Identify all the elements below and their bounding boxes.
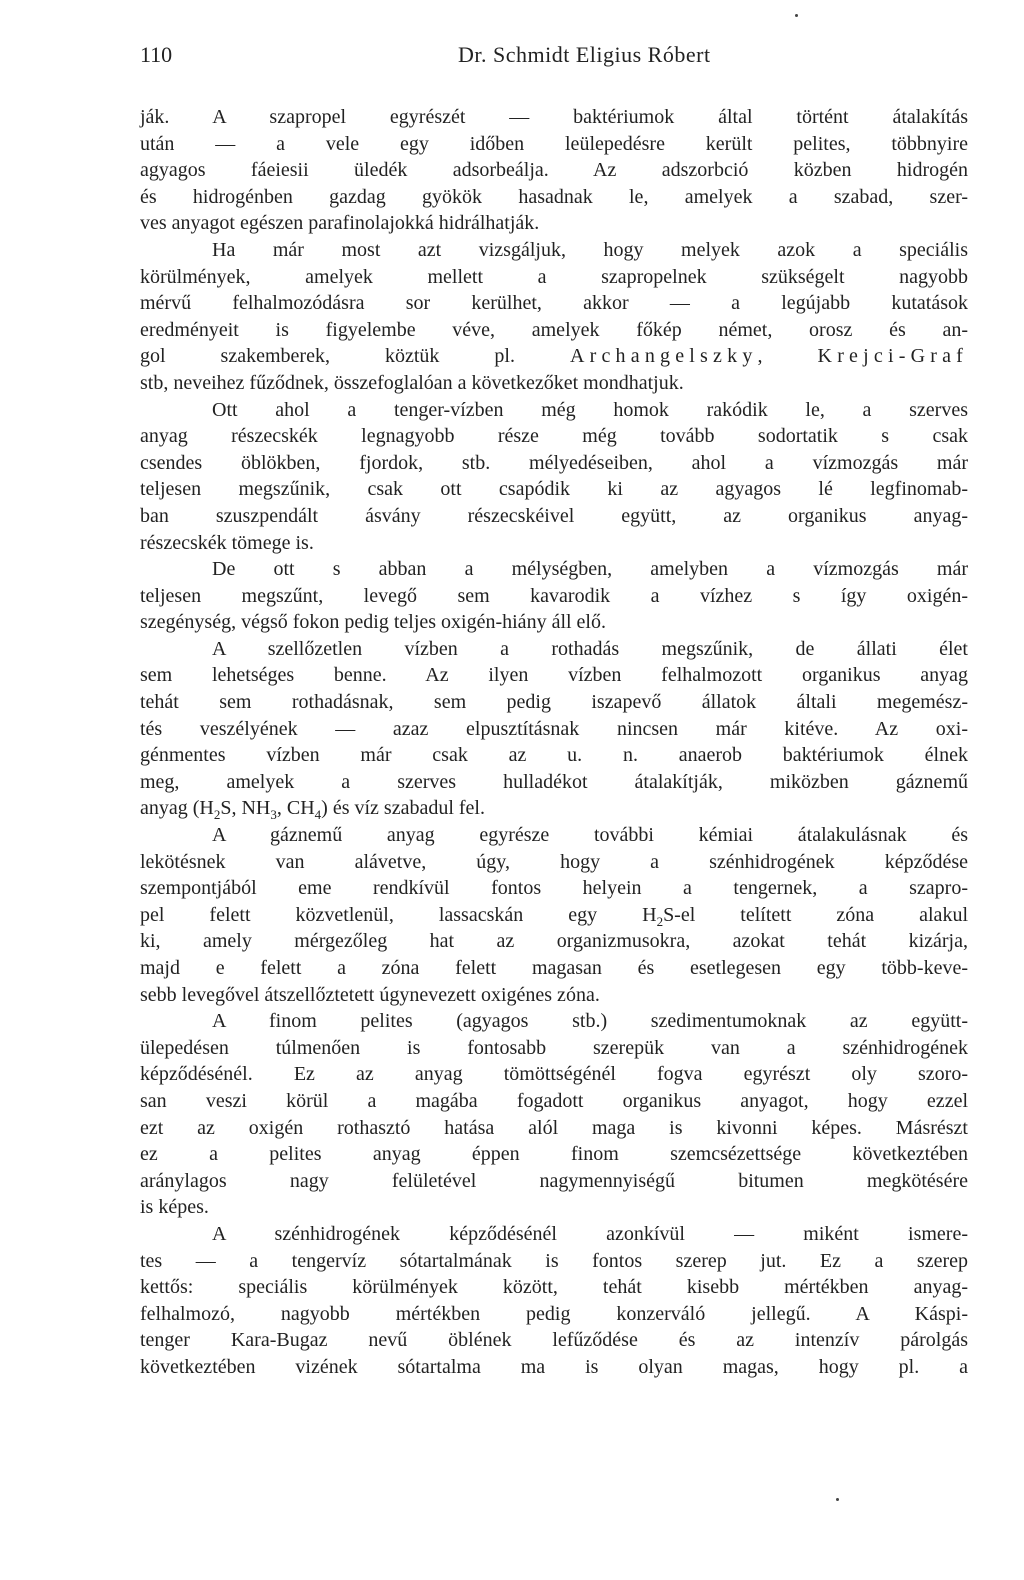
text-line: ban szuszpendált ásvány részecskéivel együtt, az organikus anyag- bbox=[140, 504, 968, 527]
body-text bbox=[140, 104, 968, 1381]
text-line: következtében vizének sótartalma ma is olyan magas, hogy pl. a bbox=[140, 1355, 968, 1378]
text-segment: S-el telített zóna alakul bbox=[663, 903, 968, 926]
text-segment: ) és víz szabadul fel. bbox=[321, 797, 485, 820]
text-line: mérvű felhalmozódásra sor kerülhet, akkor — a legújabb kutatások bbox=[140, 292, 968, 315]
text-line: tes — a tengervíz sótartalmának is fontos szerep jut. Ez a szerep bbox=[140, 1249, 968, 1272]
text-line: után — a vele egy időben leülepedésre került pelites, többnyire bbox=[140, 132, 968, 155]
text-line: Ott ahol a tenger-vízben még homok rakódik le, a szerves bbox=[212, 398, 968, 421]
text-line: szegénység, végső fokon pedig teljes oxigén-hiány áll elő. bbox=[140, 611, 606, 634]
text-line: ez a pelites anyag éppen finom szemcsézettsége következtében bbox=[140, 1143, 968, 1166]
text-line: meg, amelyek a szerves hulladékot átalakítják, miközben gáznemű bbox=[140, 770, 968, 793]
text-line: sebb levegővel átszellőztetett úgynevezett oxigénes zóna. bbox=[140, 983, 600, 1006]
text-segment: gol szakemberek, köztük pl. bbox=[140, 345, 515, 368]
subscript: 4 bbox=[314, 807, 322, 823]
text-line: sem lehetséges benne. Az ilyen vízben felhalmozott organikus anyag bbox=[140, 664, 968, 687]
text-line: majd e felett a zóna felett magasan és esetlegesen egy több-keve- bbox=[140, 957, 968, 979]
text-line bbox=[140, 902, 968, 929]
text-line: tehát sem rothadásnak, sem pedig iszapevő állatok általi megemész- bbox=[140, 691, 968, 714]
text-line: tenger Kara-Bugaz nevű öblének lefűződése és az intenzív párolgás bbox=[140, 1329, 968, 1352]
text-line: lekötésnek van alávetve, úgy, hogy a szénhidrogének képződése bbox=[140, 850, 968, 873]
author-name: Krejci-Graf bbox=[817, 345, 969, 368]
text-line: A finom pelites (agyagos stb.) szedimentumoknak az együtt- bbox=[212, 1010, 968, 1033]
text-line: csendes öblökben, fjordok, stb. mélyedéseiben, ahol a vízmozgás már bbox=[140, 451, 968, 474]
text-line: De ott s abban a mélységben, amelyben a vízmozgás már bbox=[212, 558, 968, 581]
text-line: teljesen megszűnik, csak ott csapódik ki az agyagos lé legfinomab- bbox=[140, 478, 968, 501]
text-line: ják. A szapropel egyrészét — baktériumok által történt átalakítás bbox=[140, 106, 968, 128]
text-line: részecskék tömege is. bbox=[140, 531, 314, 554]
text-line: anyag részecskék legnagyobb része még tovább sodortatik s csak bbox=[140, 425, 968, 448]
running-head: Dr. Schmidt Eligius Róbert bbox=[458, 42, 711, 67]
subscript: 2 bbox=[656, 913, 664, 929]
text-line: Ha már most azt vizsgáljuk, hogy melyek azok a speciális bbox=[212, 238, 968, 261]
text-line: felhalmozó, nagyobb mértékben pedig konzerváló jellegű. A Káspi- bbox=[140, 1302, 968, 1325]
text-line: szempontjából eme rendkívül fontos helyein a tengernek, a szapro- bbox=[140, 877, 968, 900]
text-line: kettős: speciális körülmények között, tehát kisebb mértékben anyag- bbox=[140, 1276, 968, 1299]
print-speck bbox=[836, 1498, 839, 1501]
subscript: 3 bbox=[270, 807, 277, 823]
text-line: ezt az oxigén rothasztó hatása alól maga is kivonni képes. Másrészt bbox=[140, 1116, 968, 1139]
text-line: A szénhidrogének képződésénél azonkívül — miként ismere- bbox=[212, 1222, 968, 1245]
page-header bbox=[140, 42, 970, 76]
text-line bbox=[140, 795, 968, 822]
subscript: 2 bbox=[213, 807, 221, 823]
text-line: stb, neveihez fűződnek, összefoglalóan a következőket mondhatjuk. bbox=[140, 371, 684, 394]
text-segment: S, NH bbox=[220, 797, 271, 820]
text-line: és hidrogénben gazdag gyökök hasadnak le, amelyek a szabad, szer- bbox=[140, 185, 968, 208]
text-line: gol szakemberek, köztük pl. Archangelszky, Krejci-Graf bbox=[140, 345, 969, 368]
text-line: ülepedésen túlmenően is fontosabb szerepük van a szénhidrogének bbox=[140, 1036, 968, 1059]
page-number: 110 bbox=[140, 42, 173, 67]
text-line: A gáznemű anyag egyrésze további kémiai átalakulásnak és bbox=[212, 824, 968, 847]
text-line: teljesen megszűnt, levegő sem kavarodik a vízhez s így oxigén- bbox=[140, 584, 968, 607]
text-line: is képes. bbox=[140, 1196, 209, 1219]
text-segment: anyag (H bbox=[140, 797, 214, 820]
text-line: san veszi körül a magába fogadott organikus anyagot, hogy ezzel bbox=[140, 1089, 968, 1112]
print-speck bbox=[795, 14, 798, 17]
text-line: körülmények, amelyek mellett a szapropelnek szükségelt nagyobb bbox=[140, 265, 968, 288]
author-name: Archangelszky bbox=[569, 345, 758, 368]
text-line: A szellőzetlen vízben a rothadás megszűnik, de állati élet bbox=[212, 637, 968, 660]
text-line: eredményeit is figyelembe véve, amelyek főkép német, orosz és an- bbox=[140, 318, 968, 341]
text-line: ki, amely mérgezőleg hat az organizmusokra, azokat tehát kizárja, bbox=[140, 930, 968, 953]
text-line: tés veszélyének — azaz elpusztításnak nincsen már kitéve. Az oxi- bbox=[140, 717, 968, 740]
text-line: ves anyagot egészen parafinolajokká hidrálhatják. bbox=[140, 212, 540, 235]
text-line: agyagos fáeiesii üledék adsorbeálja. Az adszorbció közben hidrogén bbox=[140, 159, 968, 182]
text-line: génmentes vízben már csak az u. n. anaerob baktériumok élnek bbox=[140, 744, 968, 767]
text-segment: pel felett közvetlenül, lassacskán egy H bbox=[140, 903, 657, 926]
text-segment: , CH bbox=[276, 797, 315, 820]
text-line: aránylagos nagy felületével nagymennyiségű bitumen megkötésére bbox=[140, 1169, 968, 1192]
text-line: képződésénél. Ez az anyag tömöttségénél fogva egyrészt oly szoro- bbox=[140, 1063, 968, 1086]
